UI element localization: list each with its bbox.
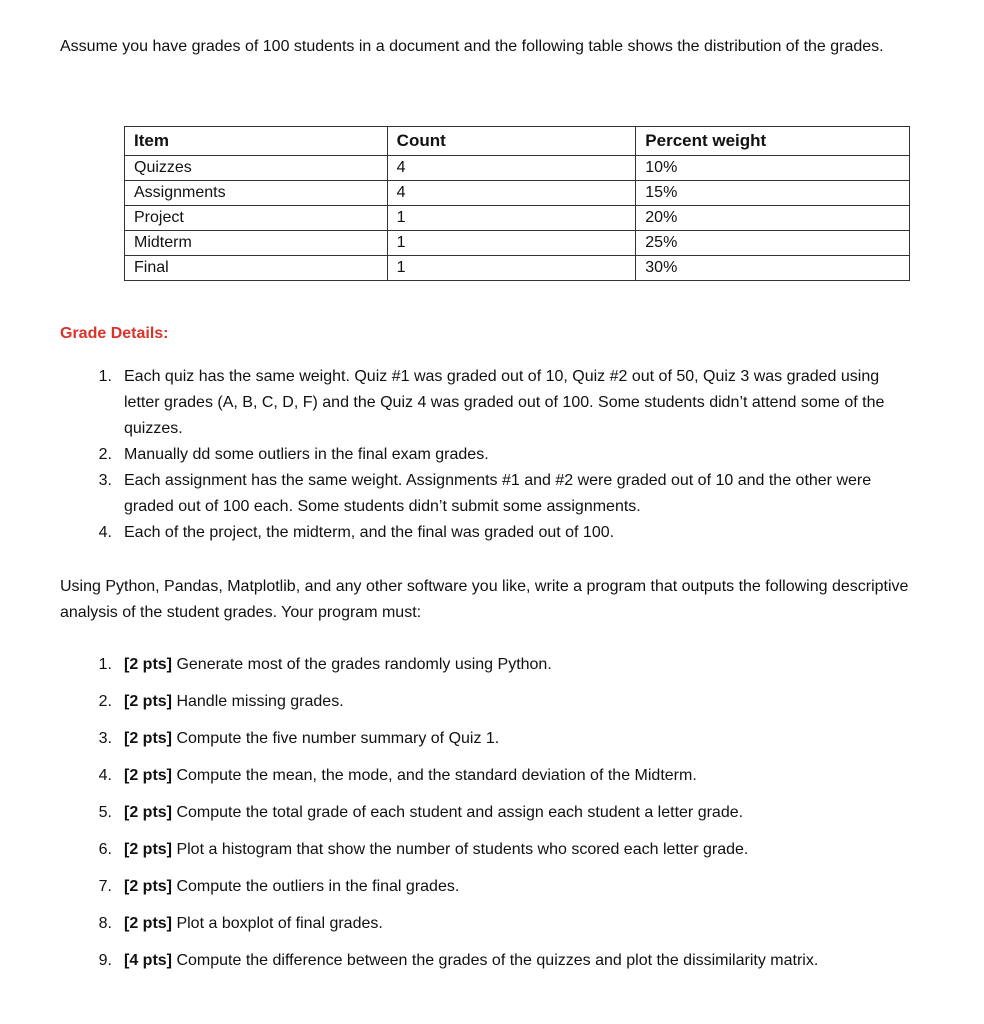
list-item-text: Each assignment has the same weight. Assignments #1 and #2 were graded out of 10 and the other were graded out of 100 each. Some students didn’t submit some assignments.	[124, 472, 872, 515]
table-row	[125, 256, 910, 281]
points-label: [4 pts]	[124, 952, 172, 969]
table-cell-count: 1	[387, 231, 636, 256]
table-cell-percent: 10%	[636, 156, 910, 181]
list-item-number: 1.	[98, 656, 112, 673]
points-label: [2 pts]	[124, 767, 172, 784]
list-item-text: Plot a histogram that show the number of students who scored each letter grade.	[176, 841, 749, 858]
table-cell-count: 4	[387, 156, 636, 181]
table-row	[125, 181, 910, 206]
points-label: [2 pts]	[124, 915, 172, 932]
list-item-text: Plot a boxplot of final grades.	[176, 915, 383, 932]
list-item	[84, 948, 914, 974]
table-cell-percent: 30%	[636, 256, 910, 281]
list-item-number: 8.	[98, 915, 112, 932]
requirements-list	[84, 652, 914, 985]
list-item	[84, 689, 914, 715]
list-item-number: 6.	[98, 841, 112, 858]
points-label: [2 pts]	[124, 841, 172, 858]
list-item	[84, 652, 914, 678]
list-item	[84, 468, 914, 520]
list-item-number: 2.	[98, 446, 112, 463]
column-header-percent-weight: Percent weight	[636, 127, 910, 156]
list-item	[84, 520, 914, 546]
table-cell-item: Quizzes	[125, 156, 388, 181]
points-label: [2 pts]	[124, 656, 172, 673]
list-item-number: 4.	[98, 524, 112, 541]
list-item	[84, 364, 914, 442]
list-item-number: 5.	[98, 804, 112, 821]
list-item-text: Each quiz has the same weight. Quiz #1 was graded out of 10, Quiz #2 out of 50, Quiz 3 was graded using letter grades (A, B, C, D, F) and the Quiz 4 was graded out of 100. Some students didn’t attend some of the quizzes.	[124, 368, 885, 437]
list-item-text: Compute the five number summary of Quiz 1.	[176, 730, 500, 747]
list-item	[84, 442, 914, 468]
list-item-text: Compute the mean, the mode, and the standard deviation of the Midterm.	[176, 767, 697, 784]
list-item-text: Generate most of the grades randomly using Python.	[176, 656, 552, 673]
list-item-number: 7.	[98, 878, 112, 895]
points-label: [2 pts]	[124, 693, 172, 710]
table-cell-item: Assignments	[125, 181, 388, 206]
table-row	[125, 156, 910, 181]
table-cell-count: 4	[387, 181, 636, 206]
list-item-text: Each of the project, the midterm, and the final was graded out of 100.	[124, 524, 615, 541]
list-item	[84, 726, 914, 752]
instructions-paragraph: Using Python, Pandas, Matplotlib, and any other software you like, write a program that outputs the following descriptive analysis of the student grades. Your program must:	[60, 578, 909, 621]
table-cell-item: Midterm	[125, 231, 388, 256]
list-item-text: Compute the outliers in the final grades.	[176, 878, 460, 895]
grade-distribution-table	[124, 126, 910, 281]
intro-paragraph: Assume you have grades of 100 students in a document and the following table shows the distribution of the grades.	[60, 38, 884, 55]
list-item-text: Compute the total grade of each student and assign each student a letter grade.	[176, 804, 744, 821]
list-item-number: 3.	[98, 472, 112, 489]
list-item-text: Handle missing grades.	[176, 693, 344, 710]
table-cell-item: Final	[125, 256, 388, 281]
list-item-number: 9.	[98, 952, 112, 969]
list-item	[84, 763, 914, 789]
list-item-number: 3.	[98, 730, 112, 747]
list-item	[84, 911, 914, 937]
table-cell-percent: 25%	[636, 231, 910, 256]
column-header-count: Count	[387, 127, 636, 156]
points-label: [2 pts]	[124, 804, 172, 821]
table-row	[125, 231, 910, 256]
table-cell-count: 1	[387, 256, 636, 281]
grade-details-heading: Grade Details:	[60, 325, 169, 342]
points-label: [2 pts]	[124, 878, 172, 895]
column-header-item: Item	[125, 127, 388, 156]
list-item-text: Compute the difference between the grades of the quizzes and plot the dissimilarity matrix.	[176, 952, 819, 969]
list-item	[84, 837, 914, 863]
list-item	[84, 800, 914, 826]
grade-details-list	[84, 364, 914, 546]
table-cell-percent: 20%	[636, 206, 910, 231]
table-row	[125, 206, 910, 231]
points-label: [2 pts]	[124, 730, 172, 747]
list-item-number: 2.	[98, 693, 112, 710]
list-item-number: 1.	[98, 368, 112, 385]
list-item-text: Manually dd some outliers in the final exam grades.	[124, 446, 489, 463]
table-cell-item: Project	[125, 206, 388, 231]
table-header-row	[125, 127, 910, 156]
table-cell-percent: 15%	[636, 181, 910, 206]
list-item	[84, 874, 914, 900]
list-item-number: 4.	[98, 767, 112, 784]
table-cell-count: 1	[387, 206, 636, 231]
